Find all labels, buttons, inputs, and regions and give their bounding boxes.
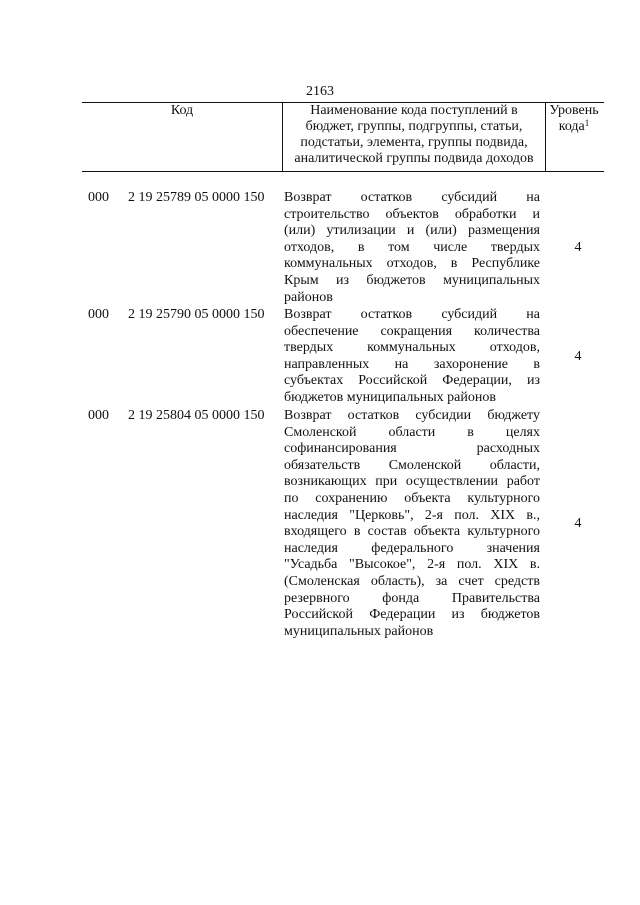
row-code: 2 19 25804 05 0000 150 (128, 408, 265, 423)
row-prefix: 000 (88, 307, 109, 322)
description-line: наследия федерального значения (284, 540, 540, 556)
description-line: Возврат остатков субсидий на (284, 190, 540, 205)
row-prefix: 000 (88, 408, 109, 423)
description-line: строительство объектов обработки и (284, 206, 540, 222)
description-line: (или) утилизации и (или) размещения (284, 223, 540, 239)
description-line: бюджетов муниципальных районов (284, 389, 496, 405)
row-prefix: 000 (88, 190, 109, 205)
page-number: 2163 (306, 84, 334, 99)
description-line: субъектах Российской Федерации, из (284, 373, 540, 389)
header-level-line2 (544, 119, 604, 135)
row-code: 2 19 25789 05 0000 150 (128, 190, 265, 205)
row-description (284, 408, 540, 640)
description-line: Смоленской области в целях (284, 424, 540, 440)
description-line: наследия "Церковь", 2-я пол. XIX в., (284, 507, 540, 523)
description-line: Российской Федерации из бюджетов (284, 607, 540, 623)
description-line: коммунальных отходов, в Республике (284, 256, 540, 272)
row-code: 2 19 25790 05 0000 150 (128, 307, 265, 322)
header-level-line1: Уровень (549, 103, 599, 118)
description-line: возникающих при осуществлении работ (284, 474, 540, 490)
description-line: районов (284, 289, 333, 305)
description-line: направленных на захоронение в (284, 356, 540, 372)
footnote-marker: 1 (584, 118, 590, 128)
description-line: Возврат остатков субсидий на (284, 307, 540, 322)
row-description (284, 190, 540, 306)
header-name-line: Наименование кода поступлений в (310, 103, 518, 118)
description-line: "Усадьба "Высокое", 2-я пол. XIX в. (284, 557, 540, 573)
header-name-line: бюджет, группы, подгруппы, статьи, (305, 119, 523, 134)
header-level-label: кода (558, 119, 585, 134)
header-name-line: подстатьи, элемента, группы подвида, (300, 135, 528, 150)
header-code (82, 103, 282, 171)
row-description (284, 307, 540, 407)
description-line: Возврат остатков субсидии бюджету (284, 408, 540, 423)
description-line: входящего в состав объекта культурного (284, 524, 540, 540)
description-line: резервного фонда Правительства (284, 590, 540, 606)
description-line: по сохранению объекта культурного (284, 490, 540, 506)
row-level: 4 (574, 240, 582, 255)
description-line: твердых коммунальных отходов, (284, 340, 540, 356)
header-name (282, 103, 546, 171)
description-line: Крым из бюджетов муниципальных (284, 272, 540, 288)
header-code-label: Код (170, 103, 194, 118)
header-level (544, 103, 604, 171)
row-level: 4 (574, 349, 582, 364)
description-line: обеспечение сокращения количества (284, 323, 540, 339)
header-name-line: аналитической группы подвида доходов (294, 151, 534, 166)
description-line: (Смоленская область), за счет средств (284, 573, 540, 589)
description-line: муниципальных районов (284, 623, 434, 639)
description-line: обязательств Смоленской области, (284, 457, 540, 473)
description-line: софинансирования расходных (284, 441, 540, 457)
row-level: 4 (574, 516, 582, 531)
table-header (82, 102, 604, 172)
description-line: отходов, в том числе твердых (284, 239, 540, 255)
